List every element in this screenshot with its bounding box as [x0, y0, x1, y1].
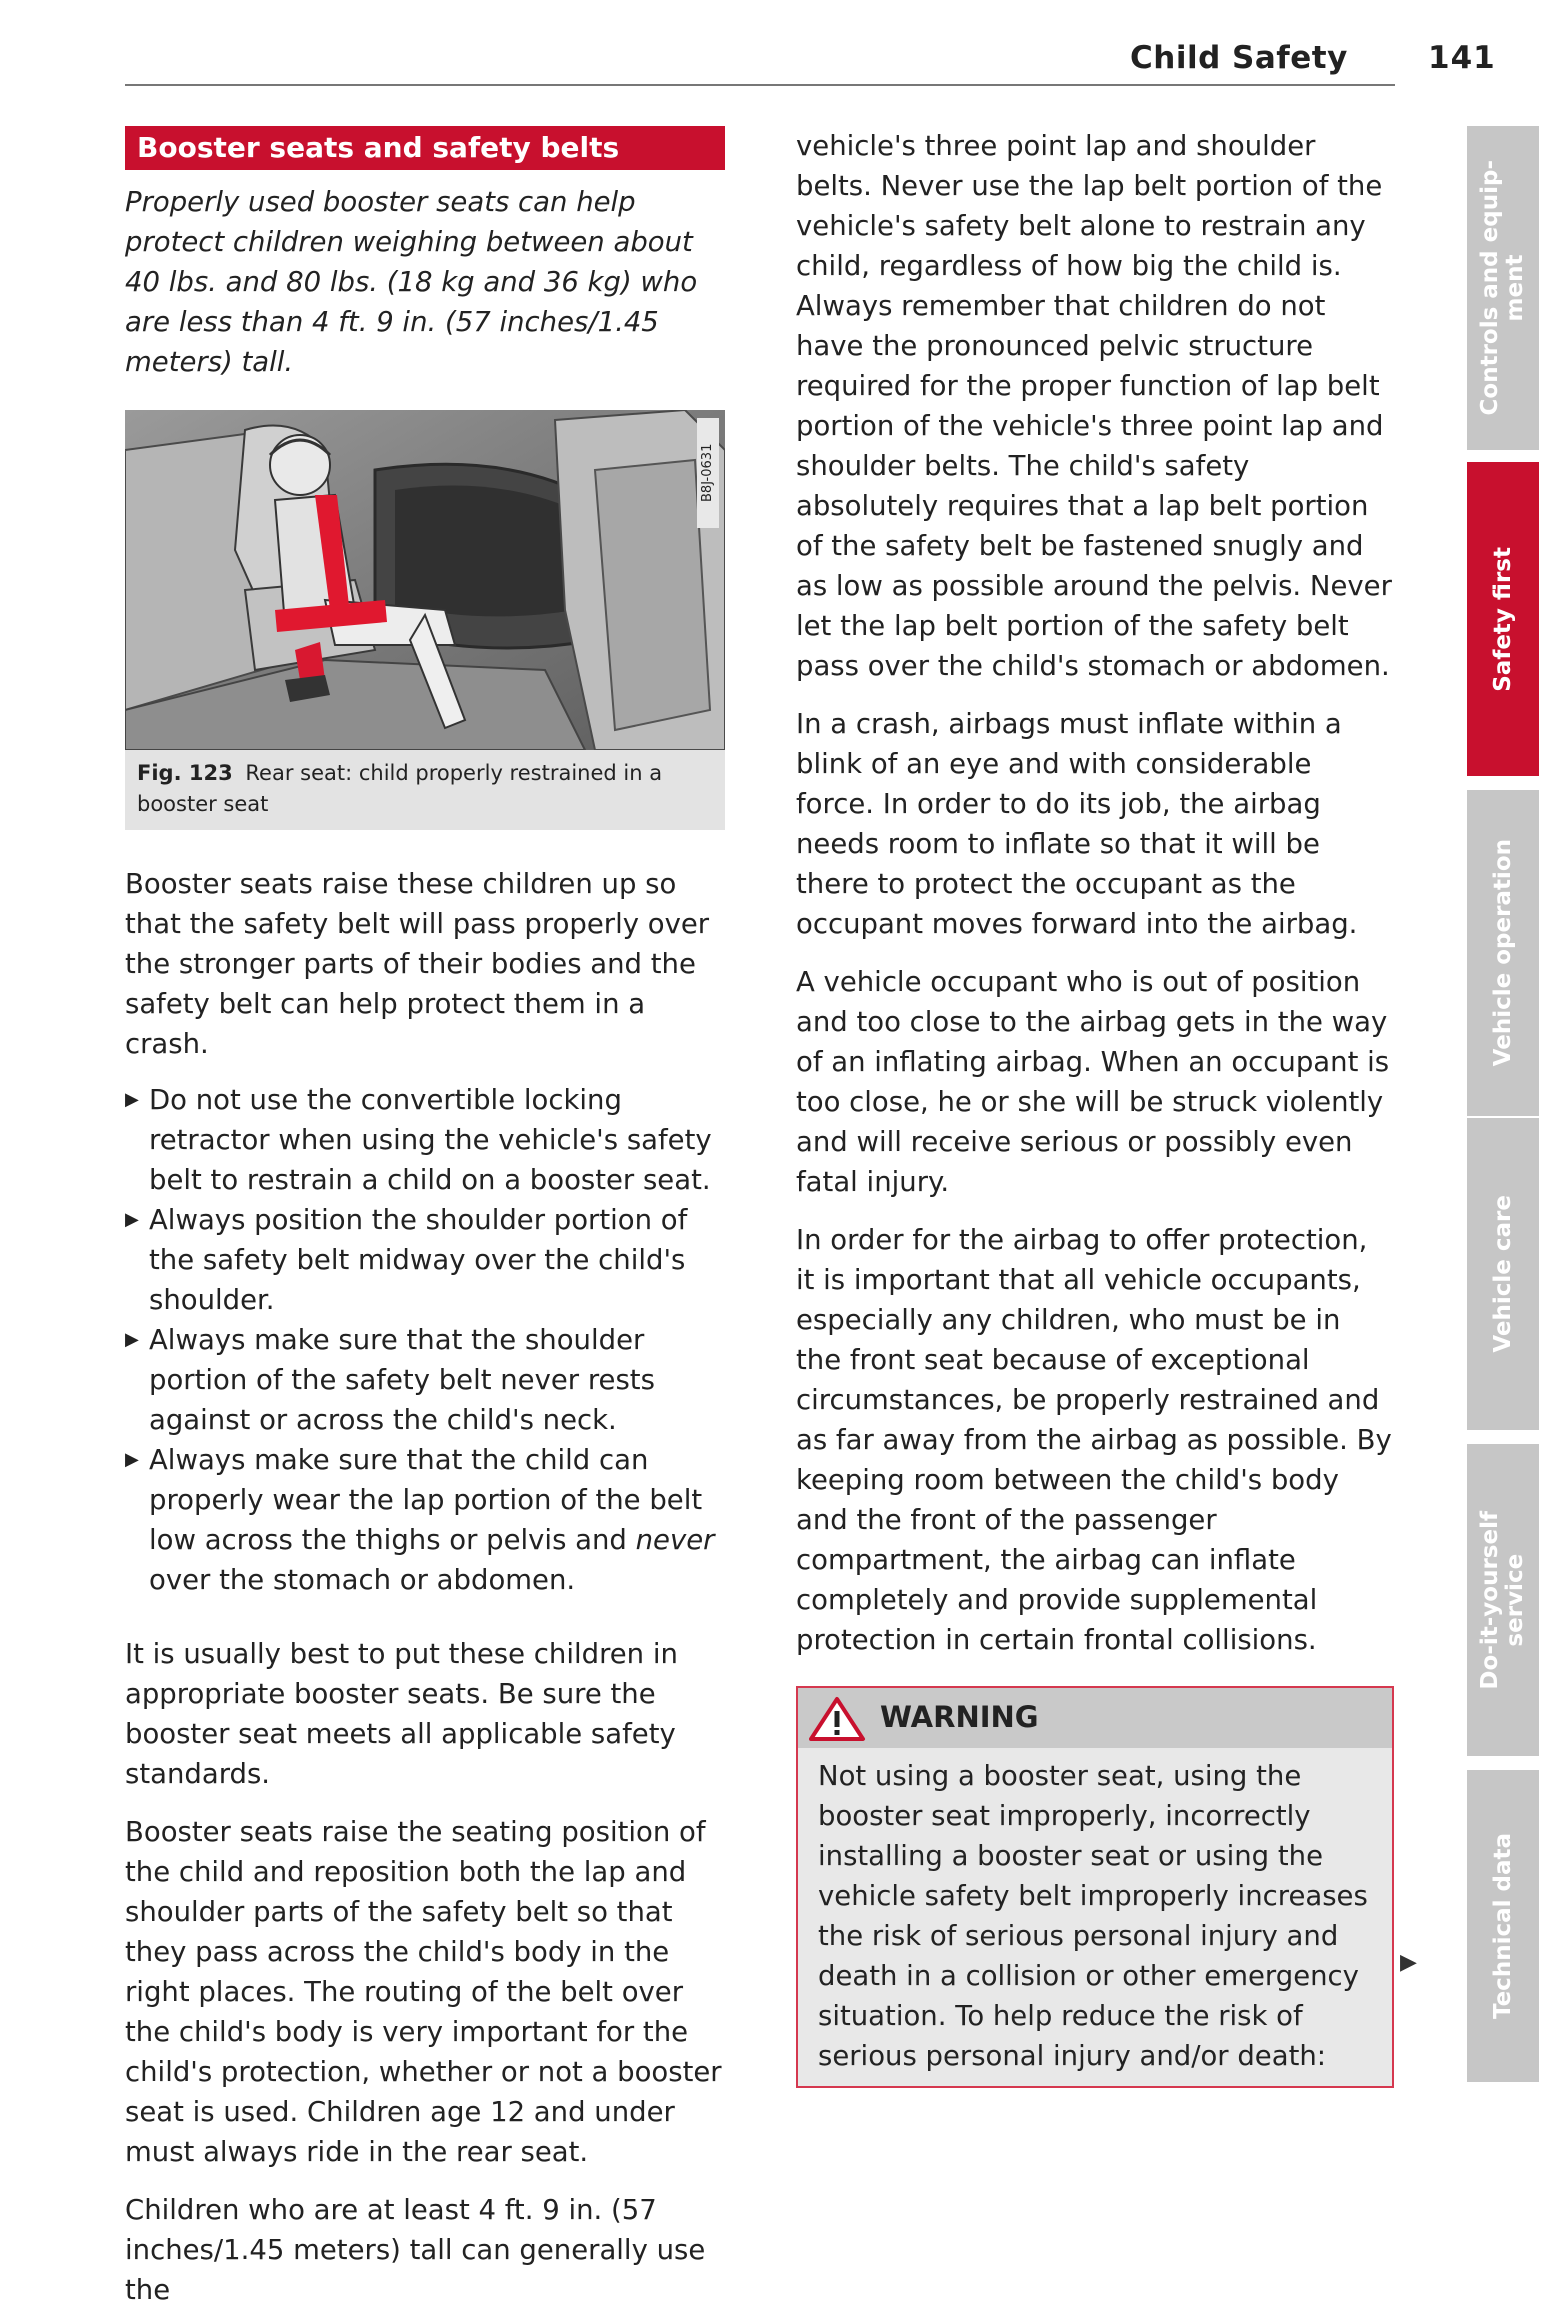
list-item: ▶ Always make sure that the shoulder portion of the safety belt never rests against or across the child's neck.: [125, 1320, 725, 1440]
bullet-arrow-icon: ▶: [125, 1329, 139, 1350]
figure-code: B8J-0631: [697, 418, 719, 528]
paragraph: Booster seats raise the seating position of the child and reposition both the lap and shoulder parts of the safety belt so that they pass across the child's body in the right places. The routing of the belt over the child's body is very important for the child's protection, whether or not a booster seat is used. Children age 12 and under must always ride in the rear seat.: [125, 1816, 722, 2168]
list-item: ▶ Always position the shoulder portion of the safety belt midway over the child's shoulder.: [125, 1200, 725, 1320]
section-heading: Booster seats and safety belts: [125, 126, 725, 170]
figure-caption: [125, 750, 725, 830]
continue-arrow-icon: ▶: [1400, 1950, 1417, 1975]
booster-seat-illustration: [125, 410, 725, 750]
figure-number: Fig. 123: [137, 761, 233, 785]
figure-image: [125, 410, 725, 750]
warning-label: WARNING: [880, 1700, 1039, 1734]
side-tab-label: Do-it-yourself service: [1477, 1510, 1528, 1690]
paragraph: In a crash, airbags must inflate within a blink of an eye and with considerable force. In order to do its job, the airbag needs room to inflate so that it will be there to protect the occupant as the occupant moves forward into the airbag.: [796, 708, 1358, 940]
paragraph: A vehicle occupant who is out of position and too close to the airbag gets in the way of an inflating airbag. When an occupant is too close, he or she will be struck violently and will receive serious or possibly even fatal injury.: [796, 966, 1390, 1198]
side-tab-label: Technical data: [1489, 1832, 1516, 2020]
header-rule: [125, 84, 1395, 86]
warning-triangle-icon: [808, 1696, 866, 1742]
warning-text: Not using a booster seat, using the booster seat improperly, incorrectly installing a booster seat or using the vehicle safety belt improperly increases the risk of serious personal injury and death in a collision or other emergency situation. To help reduce the risk of serious personal injury and/or death:: [798, 1748, 1392, 2086]
figure-caption-text: Rear seat: child properly restrained in a booster seat: [137, 761, 663, 816]
side-tab-do-it-yourself[interactable]: [1467, 1444, 1539, 1756]
paragraph: Children who are at least 4 ft. 9 in. (57 inches/1.45 meters) tall can generally use the: [125, 2194, 706, 2306]
bullet-arrow-icon: ▶: [125, 1449, 139, 1470]
side-tab-vehicle-operation[interactable]: [1467, 790, 1539, 1116]
paragraph: Booster seats raise these children up so that the safety belt will pass properly over the stronger parts of their bodies and the safety belt can help protect them in a crash.: [125, 868, 710, 1060]
bullet-arrow-icon: ▶: [125, 1209, 139, 1230]
intro-paragraph: Properly used booster seats can help protect children weighing between about 40 lbs. and 80 lbs. (18 kg and 36 kg) who are less than 4 ft. 9 in. (57 inches/1.45 meters) tall.: [125, 186, 698, 378]
page-number: 141: [1428, 40, 1496, 76]
side-tab-label: Vehicle care: [1489, 1195, 1516, 1353]
side-tab-safety-first[interactable]: [1467, 462, 1539, 776]
page-title: Child Safety: [1130, 40, 1348, 76]
right-column: [796, 126, 1394, 2088]
side-tab-label: Vehicle operation: [1489, 839, 1516, 1067]
side-tab-label: Controls and equip- ment: [1477, 160, 1528, 416]
side-tab-technical-data[interactable]: [1467, 1770, 1539, 2082]
paragraph: In order for the airbag to offer protection, it is important that all vehicle occupants, especially any children, who must be in the front seat because of exceptional circumstances, be properly restrained and as far away from the airbag as possible. By keeping room between the child's body and the front of the passenger compartment, the airbag can inflate completely and provide supplemental protection in certain frontal collisions.: [796, 1224, 1392, 1656]
list-item: ▶ Do not use the convertible locking retractor when using the vehicle's safety belt to restrain a child on a booster seat.: [125, 1080, 725, 1200]
warning-header: [798, 1688, 1392, 1748]
emphasis: never: [635, 1524, 715, 1556]
side-tab-label: Safety first: [1489, 546, 1516, 692]
side-tab-controls[interactable]: [1467, 126, 1539, 450]
side-tab-vehicle-care[interactable]: [1467, 1118, 1539, 1430]
bullet-arrow-icon: ▶: [125, 1089, 139, 1110]
warning-box: [796, 1686, 1394, 2088]
bullet-list: [125, 1080, 725, 1600]
left-column: [125, 126, 725, 2310]
paragraph: It is usually best to put these children in appropriate booster seats. Be sure the booster seat meets all applicable safety standards.: [125, 1638, 678, 1790]
paragraph: vehicle's three point lap and shoulder belts. Never use the lap belt portion of the vehicle's safety belt alone to restrain any child, regardless of how big the child is. Always remember that children do not have the pronounced pelvic structure required for the proper function of lap belt portion of the vehicle's three point lap and shoulder belts. The child's safety absolutely requires that a lap belt portion of the safety belt be fastened snugly and as low as possible around the pelvis. Never let the lap belt portion of the safety belt pass over the child's stomach or abdomen.: [796, 130, 1392, 682]
figure: [125, 410, 725, 830]
list-item: ▶ Always make sure that the child can properly wear the lap portion of the belt low across the thighs or pelvis and never over the stomach or abdomen.: [125, 1440, 725, 1600]
